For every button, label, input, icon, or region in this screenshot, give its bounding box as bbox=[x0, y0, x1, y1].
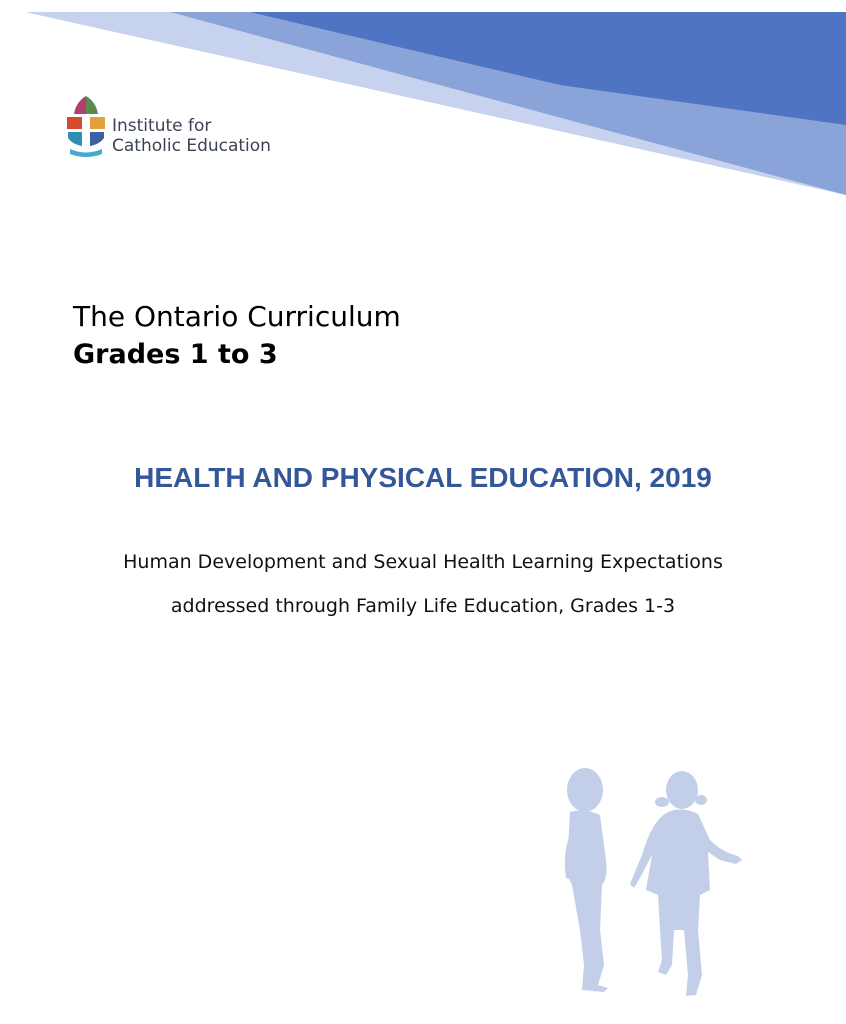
document-title: HEALTH AND PHYSICAL EDUCATION, 2019 bbox=[134, 462, 712, 493]
children-silhouette-icon bbox=[560, 760, 750, 1010]
institute-logo bbox=[64, 94, 304, 160]
curriculum-title: The Ontario Curriculum bbox=[73, 300, 401, 333]
subtitle-line-1: Human Development and Sexual Health Learning Expectations bbox=[123, 551, 723, 573]
logo-line-2: Catholic Education bbox=[112, 136, 271, 156]
document-subtitle bbox=[0, 540, 846, 628]
subtitle-line-2: addressed through Family Life Education, Grades 1-3 bbox=[170, 595, 676, 617]
logo-wordmark bbox=[112, 116, 271, 156]
curriculum-heading bbox=[73, 298, 401, 374]
cross-window-icon bbox=[64, 94, 108, 158]
logo-line-1: Institute for bbox=[112, 116, 212, 136]
grades-title: Grades 1 to 3 bbox=[73, 339, 278, 370]
